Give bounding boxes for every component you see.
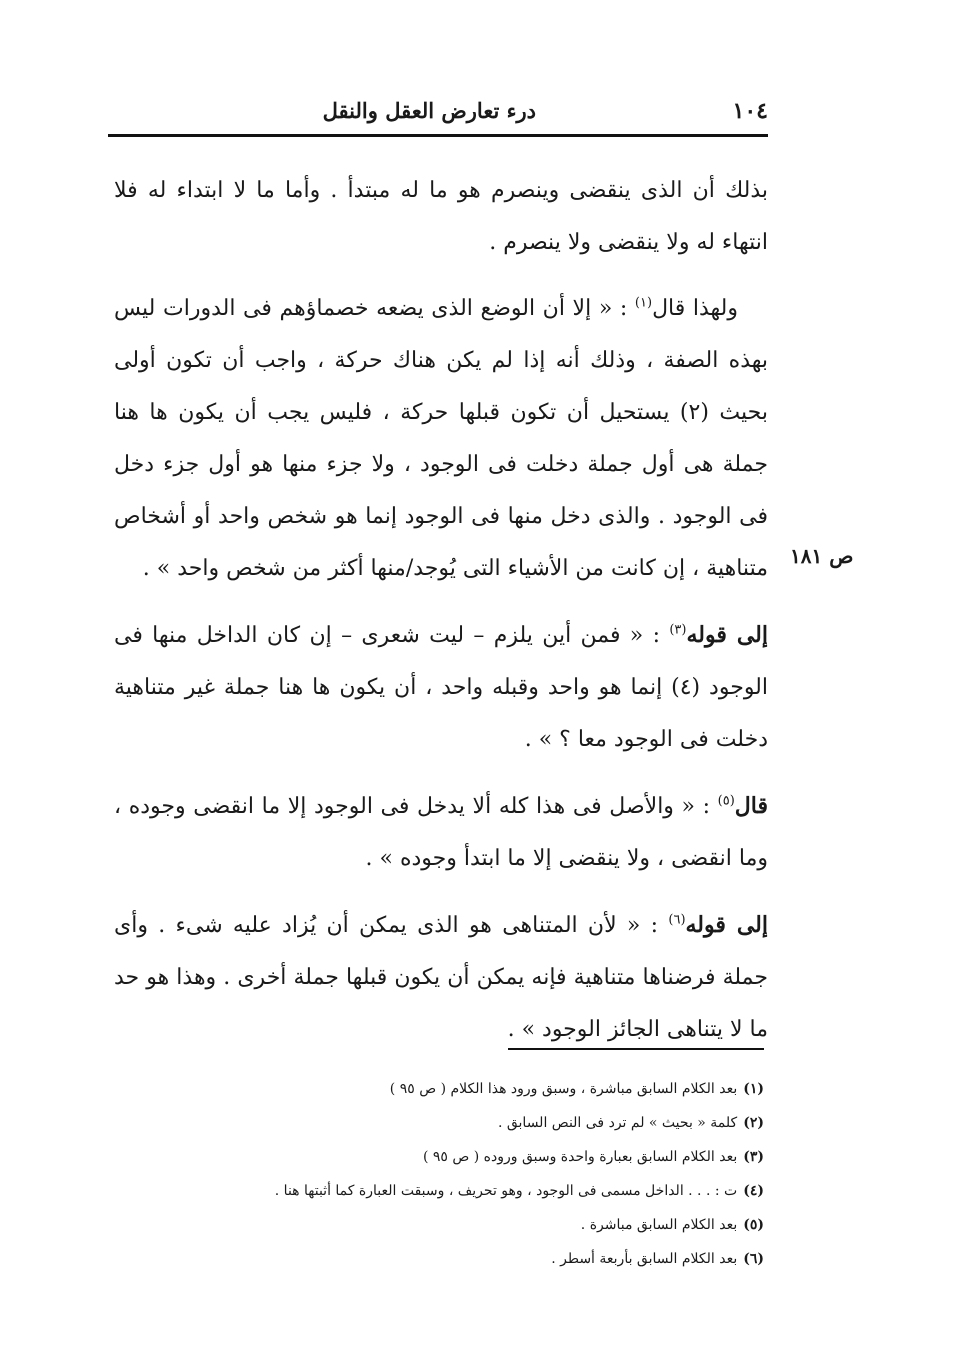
footnote-text: كلمة « بحيث » لم ترد فى النص السابق .	[497, 1115, 738, 1131]
paragraph-marker: إلى قوله	[686, 622, 768, 648]
paragraph-text: بذلك أن الذى ينقضى وينصرم هو ما له مبتدأ . وأما ما لا ابتداء له فلا انتهاء له ولا ينقضى ولا ينصرم .	[114, 178, 768, 255]
paragraph-4	[114, 780, 768, 885]
footnote-number: (٦)	[743, 1251, 764, 1267]
footnote-item	[150, 1140, 764, 1174]
footnote-number: (٢)	[743, 1115, 764, 1131]
margin-page-reference: ص ١٨١	[790, 544, 854, 568]
footnote-ref: (٣)	[669, 622, 687, 638]
paragraph-text: : « والأصل فى هذا كله ألا يدخل فى الوجود إلا ما انقضى وجوده ، وما انقضى ، ولا ينقضى إلا ما ابتدأ وجوده » .	[114, 794, 768, 871]
footnote-number: (٥)	[743, 1217, 764, 1233]
paragraph-2	[114, 283, 768, 595]
footnote-text: بعد الكلام السابق مباشرة ، وسبق ورود هذا الكلام ( ص ٩٥ )	[389, 1081, 738, 1097]
page-header	[108, 92, 768, 132]
footnote-number: (٣)	[743, 1149, 764, 1165]
paragraph-1	[114, 165, 768, 269]
footnote-item	[150, 1174, 764, 1208]
paragraph-text: : « إلا أن الوضع الذى يضعه خصماؤهم فى الدورات ليس بهذه الصفة ، وذلك أنه إذا لم يكن هناك حركة ، واجب أن تكون أولى بحيث (٢) يستحيل أن تكون قبلها حركة ، فليس يجب أن يكون ها هنا جملة هى أول جملة دخلت فى الوجود ، ولا جزء منها هو أول جزء دخل فى الوجود . والذى دخل منها فى الوجود إنما هو شخص واحد أو أشخاص متناهية ، إن كانت من الأشياء التى يُوجد/منها أكثر من شخص واحد » .	[114, 296, 768, 581]
footnote-item	[150, 1072, 764, 1106]
footnote-text: بعد الكلام السابق بأربعة أسطر .	[551, 1251, 738, 1267]
paragraph-5	[114, 899, 768, 1056]
header-rule	[108, 134, 768, 137]
paragraph-text: : « لأن المتناهى هو الذى يمكن أن يُزاد عليه شىء . وأى جملة فرضناها متناهية فإنه يمكن أن يكون قبلها جملة أخرى . وهذا هو حد ما لا يتناهى الجائز الوجود » .	[114, 913, 768, 1042]
footnote-ref: (٥)	[717, 793, 735, 809]
footnote-number: (١)	[743, 1081, 764, 1097]
page-number: ١٠٤	[732, 98, 768, 124]
paragraph-text: : « فمن أين يلزم – ليت شعرى – إن كان الداخل منها فى الوجود (٤) إنما هو واحد وقبله واحد ، أن يكون ها هنا جملة غير متناهية دخلت فى الوجود معا ؟ » .	[114, 623, 768, 752]
running-title: درء تعارض العقل والنقل	[322, 98, 536, 123]
footnote-ref: (٦)	[668, 912, 686, 928]
footnote-item	[150, 1106, 764, 1140]
paragraph-marker: قال	[734, 793, 768, 819]
main-text	[114, 165, 768, 1070]
footnote-item	[150, 1242, 764, 1276]
footnotes	[150, 1072, 764, 1276]
footnote-text: بعد الكلام السابق مباشرة .	[580, 1217, 738, 1233]
footnote-text: بعد الكلام السابق بعبارة واحدة وسبق وروده ( ص ٩٥ )	[422, 1149, 738, 1165]
paragraph-marker: ولهذا قال	[652, 296, 739, 321]
footnote-item	[150, 1208, 764, 1242]
footnote-rule	[508, 1048, 764, 1050]
paragraph-3	[114, 609, 768, 766]
footnote-ref: (١)	[634, 295, 653, 311]
paragraph-marker: إلى قوله	[685, 912, 768, 938]
footnote-text: ت : . . . الداخل مسمى فى الوجود ، وهو تحريف ، وسبقت العبارة كما أثبتها هنا .	[274, 1183, 738, 1199]
footnote-number: (٤)	[743, 1183, 764, 1199]
